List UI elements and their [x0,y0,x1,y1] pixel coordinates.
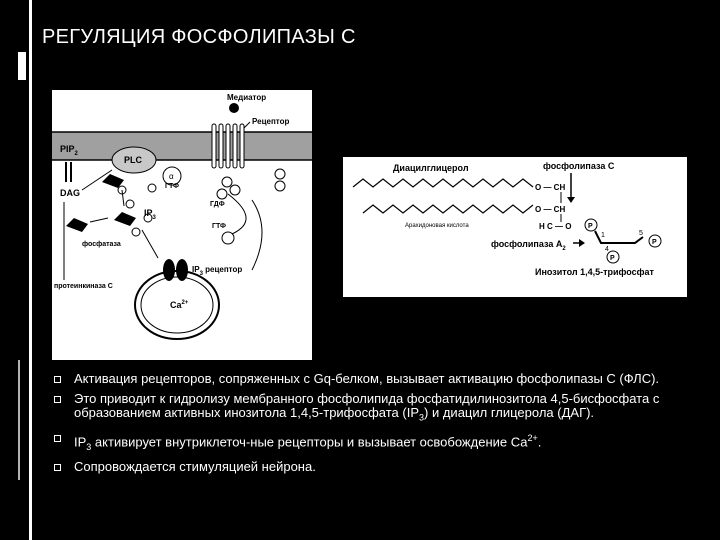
inositol-ring-3 [66,218,88,232]
plc-label: PLC [124,155,142,165]
g-beta [222,177,232,187]
inositol-ring-2 [114,212,136,226]
svg-text:α: α [169,172,174,181]
svg-text:1: 1 [601,232,605,239]
mediator-ligand [229,103,239,113]
page-title: РЕГУЛЯЦИЯ ФОСФОЛИПАЗЫ С [42,26,356,48]
pla2-label: фосфолипаза $А_2$ [491,239,566,252]
plc-signaling-diagram [52,90,312,360]
membrane [52,132,312,160]
ip3-receptor-label: $IP_3$ рецептор [192,265,243,277]
svg-text:P: P [652,239,657,246]
ip3-label: $IP_3$ [144,208,156,221]
bullet-item: Сопровождается стимуляцией нейрона. [52,460,692,474]
decor-bar-1 [29,0,32,540]
bullet-list [52,372,692,480]
plc-label-2: фосфолипаза С [543,161,615,171]
ca-label: $Ca^{2+}$ [170,300,189,310]
dag-label: DAG [60,188,80,198]
bullet-item: Это приводит к гидролизу мембранного фосфолипида фосфатидилинозитола 4,5-бисфосфата с образованием активных инозитола 1,4,5-трифосфата $(IP_3)$ и диацил глицерола (ДАГ). [52,392,692,425]
gtp2-label: ГТФ [212,223,226,230]
svg-text:5: 5 [639,230,643,237]
bullet-marker [54,396,61,403]
bullet-item: $IP_3$ активирует внутриклеточ-ные рецепторы и вызывает освобождение $Са^{2+}$. [52,431,692,454]
arachidonic-label: Арахидоновая кислота [405,223,469,229]
phosphatase-label: фосфатаза [82,241,121,248]
gtp1-label: ГТФ [165,183,179,190]
pkc-label: протеинкиназа С [54,283,113,290]
svg-text:P: P [588,223,593,230]
fatty-acid-chain-2 [363,205,533,213]
bullet-marker [54,464,61,471]
receptor-label: Рецептор [252,117,290,126]
g-gamma [230,185,240,195]
pip2-label: $PIP_2$ [60,144,78,157]
bullet-item: Активация рецепторов, сопряженных с Gq-белком, вызывает активацию фосфолипазы С (ФЛС). [52,372,692,386]
phospholipid-diagram [343,157,687,297]
ip3-label-2: Инозитол 1,4,5-трифосфат [535,267,654,277]
fatty-acid-chain-1 [353,179,533,187]
backbone-o-ch-2: O — CH [535,205,566,214]
bullet-marker [54,435,61,442]
svg-text:4: 4 [605,246,609,253]
dag-label-2: Диацилглицерол [393,163,469,173]
backbone-h2c-o: H C — O [539,222,572,231]
mediator-label: Медиатор [227,93,267,102]
gdp-label: ГДФ [210,201,225,208]
decor-bar-2 [18,52,26,80]
backbone-o-ch-1: O — CH [535,183,566,192]
bullet-marker [54,376,61,383]
svg-text:P: P [610,255,615,262]
decor-bar-3 [18,360,20,480]
